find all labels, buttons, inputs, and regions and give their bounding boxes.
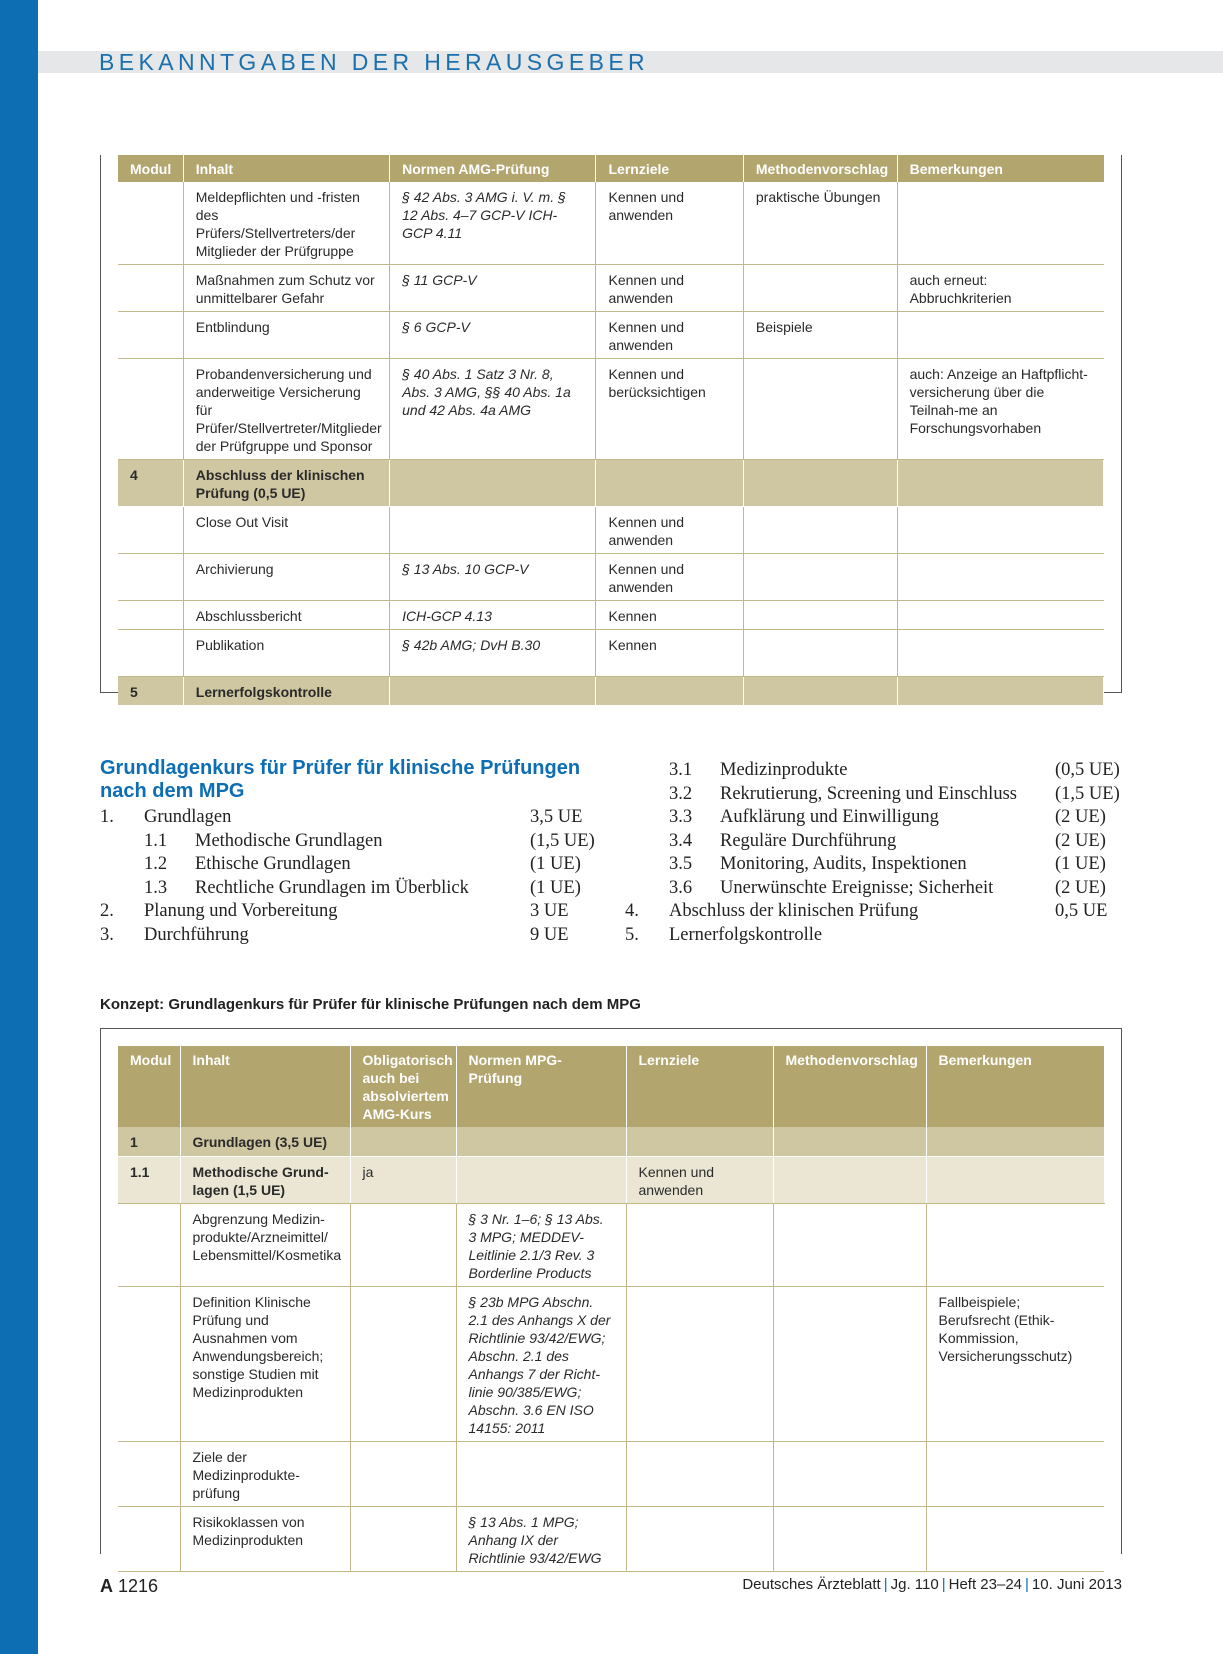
journal-issue: Heft 23–24	[948, 1576, 1023, 1593]
outline-item: 3.6 Unerwünschte Ereignisse; Sicherheit (2 UE)	[669, 877, 1106, 898]
outline-item: 1.1 Methodische Grundlagen (1,5 UE)	[144, 830, 595, 851]
remark-cell: auch erneut: Abbruchkriterien	[897, 265, 1103, 312]
remark-cell	[926, 1506, 1104, 1571]
norm-cell	[456, 1127, 626, 1156]
learning-goal-cell: Kennen und anwenden	[596, 312, 743, 359]
method-cell	[743, 630, 897, 677]
module-cell	[118, 601, 183, 630]
method-cell	[773, 1203, 926, 1286]
mandatory-cell	[350, 1506, 456, 1571]
module-cell: 5	[118, 677, 183, 706]
outline-item: 3.4 Reguläre Durchführung (2 UE)	[669, 830, 1106, 851]
method-cell	[743, 359, 897, 460]
column-header: Methodenvorschlag	[743, 155, 897, 182]
norm-cell	[390, 507, 596, 554]
column-header: Bemerkungen	[926, 1046, 1104, 1127]
norm-cell	[456, 1156, 626, 1203]
learning-goal-cell: Kennen und berücksichtigen	[596, 359, 743, 460]
method-cell	[743, 554, 897, 601]
column-header: Modul	[118, 1046, 180, 1127]
section-row	[118, 460, 1104, 507]
outline-item: 2. Planung und Vorbereitung 3 UE	[100, 901, 569, 921]
course-title-line1: Grundlagenkurs für Prüfer für klinische Prüfungen	[100, 757, 581, 779]
content-cell: Definition Klinische Prüfung und Ausnahmen vom Anwendungsbereich; sonstige Studien mit Medizinprodukten	[180, 1286, 350, 1441]
learning-goal-cell: Kennen und anwenden	[626, 1156, 773, 1203]
outline-item: 3.2 Rekrutierung, Screening und Einschluss (1,5 UE)	[669, 783, 1120, 804]
learning-goal-cell	[596, 677, 743, 706]
method-cell	[773, 1127, 926, 1156]
table-header-row	[118, 1046, 1104, 1127]
content-cell: Meldepflichten und -fristen des Prüfers/Stellvertreters/der Mitglieder der Prüfgruppe	[183, 182, 389, 265]
learning-goal-cell	[626, 1286, 773, 1441]
module-cell	[118, 1286, 180, 1441]
column-header: Inhalt	[180, 1046, 350, 1127]
norm-cell: § 42b AMG; DvH B.30	[390, 630, 596, 677]
learning-goal-cell	[596, 460, 743, 507]
outline-item: 1. Grundlagen 3,5 UE	[100, 807, 583, 827]
mandatory-cell	[350, 1441, 456, 1506]
learning-goal-cell	[626, 1506, 773, 1571]
content-cell: Abschluss der klinischen Prüfung (0,5 UE)	[183, 460, 389, 507]
remark-cell	[897, 630, 1103, 677]
method-cell	[743, 460, 897, 507]
content-cell: Grundlagen (3,5 UE)	[180, 1127, 350, 1156]
column-header: Inhalt	[183, 155, 389, 182]
remark-cell: auch: Anzeige an Haftpflicht-versicherung über die Teilnah-me an Forschungsvorhaben	[897, 359, 1103, 460]
norm-cell: § 40 Abs. 1 Satz 3 Nr. 8, Abs. 3 AMG, §§ 40 Abs. 1a und 42 Abs. 4a AMG	[390, 359, 596, 460]
column-header: Lernziele	[626, 1046, 773, 1127]
column-header: Normen MPG-Prüfung	[456, 1046, 626, 1127]
remark-cell	[926, 1203, 1104, 1286]
method-cell: Beispiele	[743, 312, 897, 359]
module-cell: 1.1	[118, 1156, 180, 1203]
table-row	[118, 359, 1104, 460]
content-cell: Lernerfolgskontrolle	[183, 677, 389, 706]
content-cell: Publikation	[183, 630, 389, 677]
learning-goal-cell	[626, 1203, 773, 1286]
learning-goal-cell: Kennen und anwenden	[596, 182, 743, 265]
mandatory-cell: ja	[350, 1156, 456, 1203]
course-title-line2: nach dem MPG	[100, 780, 245, 802]
column-header: Modul	[118, 155, 183, 182]
journal-volume: Jg. 110	[890, 1576, 939, 1593]
module-cell	[118, 507, 183, 554]
learning-goal-cell: Kennen	[596, 601, 743, 630]
module-cell	[118, 312, 183, 359]
table-row	[118, 1441, 1104, 1506]
section-row	[118, 677, 1104, 706]
column-header: Bemerkungen	[897, 155, 1103, 182]
journal-name: Deutsches Ärzteblatt	[742, 1576, 881, 1593]
column-header: Methodenvorschlag	[773, 1046, 926, 1127]
mpg-concept-table	[118, 1046, 1105, 1572]
table-row	[118, 554, 1104, 601]
method-cell	[773, 1441, 926, 1506]
module-cell: 1	[118, 1127, 180, 1156]
column-header: Normen AMG-Prüfung	[390, 155, 596, 182]
table-row	[118, 182, 1104, 265]
column-header: Obligatorisch auch bei absolviertem AMG-Kurs	[350, 1046, 456, 1127]
table-row	[118, 1286, 1104, 1441]
remark-cell	[897, 460, 1103, 507]
norm-cell: § 6 GCP-V	[390, 312, 596, 359]
mandatory-cell	[350, 1203, 456, 1286]
outline-item: 3.1 Medizinprodukte (0,5 UE)	[669, 760, 1120, 780]
concept-table-caption: Konzept: Grundlagenkurs für Prüfer für klinische Prüfungen nach dem MPG	[100, 996, 641, 1013]
content-cell: Entblindung	[183, 312, 389, 359]
norm-cell	[390, 677, 596, 706]
outline-item: 4. Abschluss der klinischen Prüfung 0,5 UE	[625, 901, 1108, 921]
module-cell	[118, 1506, 180, 1571]
content-cell: Archivierung	[183, 554, 389, 601]
norm-cell: § 13 Abs. 10 GCP-V	[390, 554, 596, 601]
learning-goal-cell	[626, 1127, 773, 1156]
learning-goal-cell: Kennen und anwenden	[596, 265, 743, 312]
norm-cell: § 3 Nr. 1–6; § 13 Abs. 3 MPG; MEDDEV-Leitlinie 2.1/3 Rev. 3 Borderline Products	[456, 1203, 626, 1286]
method-cell: praktische Übungen	[743, 182, 897, 265]
table-row	[118, 601, 1104, 630]
page-number-value: 1216	[118, 1576, 159, 1596]
content-cell: Methodische Grund-lagen (1,5 UE)	[180, 1156, 350, 1203]
mandatory-cell	[350, 1127, 456, 1156]
subsection-row	[118, 1156, 1104, 1203]
content-cell: Abschlussbericht	[183, 601, 389, 630]
mandatory-cell	[350, 1286, 456, 1441]
module-cell	[118, 359, 183, 460]
table-header-row	[118, 155, 1104, 182]
remark-cell	[897, 312, 1103, 359]
module-cell	[118, 1441, 180, 1506]
column-header: Lernziele	[596, 155, 743, 182]
norm-cell: § 11 GCP-V	[390, 265, 596, 312]
method-cell	[773, 1506, 926, 1571]
table-row	[118, 1203, 1104, 1286]
norm-cell	[390, 460, 596, 507]
method-cell	[743, 601, 897, 630]
course-outline-left	[100, 806, 600, 947]
table-row	[118, 312, 1104, 359]
remark-cell	[897, 182, 1103, 265]
content-cell: Ziele der Medizinprodukte-prüfung	[180, 1441, 350, 1506]
remark-cell	[897, 554, 1103, 601]
table-row	[118, 507, 1104, 554]
learning-goal-cell	[626, 1441, 773, 1506]
module-cell	[118, 630, 183, 677]
course-outline-right	[625, 759, 1125, 947]
remark-cell: Fallbeispiele; Berufsrecht (Ethik-Kommission, Versicherungsschutz)	[926, 1286, 1104, 1441]
journal-date: 10. Juni 2013	[1031, 1576, 1122, 1593]
norm-cell: § 42 Abs. 3 AMG i. V. m. § 12 Abs. 4–7 GCP-V ICH-GCP 4.11	[390, 182, 596, 265]
module-cell	[118, 554, 183, 601]
section-row	[118, 1127, 1104, 1156]
outline-item: 3.5 Monitoring, Audits, Inspektionen (1 UE)	[669, 854, 1106, 874]
outline-item: 1.3 Rechtliche Grundlagen im Überblick (1 UE)	[144, 877, 581, 898]
content-cell: Close Out Visit	[183, 507, 389, 554]
page-number	[100, 1576, 158, 1597]
module-cell	[118, 182, 183, 265]
remark-cell	[897, 677, 1103, 706]
table-row	[118, 630, 1104, 677]
remark-cell	[926, 1156, 1104, 1203]
content-cell: Probandenversicherung und anderweitige Versicherung für Prüfer/Stellvertreter/Mitglieder der Prüfgruppe und Sponsor	[183, 359, 389, 460]
method-cell	[773, 1286, 926, 1441]
section-header-title: BEKANNTGABEN DER HERAUSGEBER	[99, 49, 650, 75]
method-cell	[773, 1156, 926, 1203]
remark-cell	[926, 1127, 1104, 1156]
table-row	[118, 1506, 1104, 1571]
left-color-bar	[0, 0, 38, 1654]
module-cell	[118, 265, 183, 312]
method-cell	[743, 677, 897, 706]
remark-cell	[897, 507, 1103, 554]
outline-item: 3. Durchführung 9 UE	[100, 924, 569, 945]
method-cell	[743, 265, 897, 312]
norm-cell	[456, 1441, 626, 1506]
learning-goal-cell: Kennen und anwenden	[596, 554, 743, 601]
norm-cell: ICH-GCP 4.13	[390, 601, 596, 630]
remark-cell	[897, 601, 1103, 630]
outline-item: 5. Lernerfolgskontrolle	[625, 924, 823, 945]
amg-module-table	[118, 155, 1104, 706]
module-cell	[118, 1203, 180, 1286]
method-cell	[743, 507, 897, 554]
page-prefix: A	[100, 1576, 113, 1596]
content-cell: Maßnahmen zum Schutz vor unmittelbarer Gefahr	[183, 265, 389, 312]
module-cell: 4	[118, 460, 183, 507]
learning-goal-cell: Kennen und anwenden	[596, 507, 743, 554]
content-cell: Risikoklassen von Medizinprodukten	[180, 1506, 350, 1571]
norm-cell: § 13 Abs. 1 MPG; Anhang IX der Richtlinie 93/42/EWG	[456, 1506, 626, 1571]
outline-item: 1.2 Ethische Grundlagen (1 UE)	[144, 854, 581, 874]
remark-cell	[926, 1441, 1104, 1506]
content-cell: Abgrenzung Medizin-produkte/Arzneimittel/ Lebensmittel/Kosmetika	[180, 1203, 350, 1286]
learning-goal-cell: Kennen	[596, 630, 743, 677]
journal-info: Deutsches Ärzteblatt | Jg. 110 | Heft 23–24 | 10. Juni 2013	[742, 1576, 1122, 1593]
outline-item: 3.3 Aufklärung und Einwilligung (2 UE)	[669, 807, 1106, 827]
table-row	[118, 265, 1104, 312]
norm-cell: § 23b MPG Abschn. 2.1 des Anhangs X der Richtlinie 93/42/EWG; Abschn. 2.1 des Anhangs 7 der Richt-linie 90/385/EWG; Abschn. 3.6 EN ISO 14155: 2011	[456, 1286, 626, 1441]
